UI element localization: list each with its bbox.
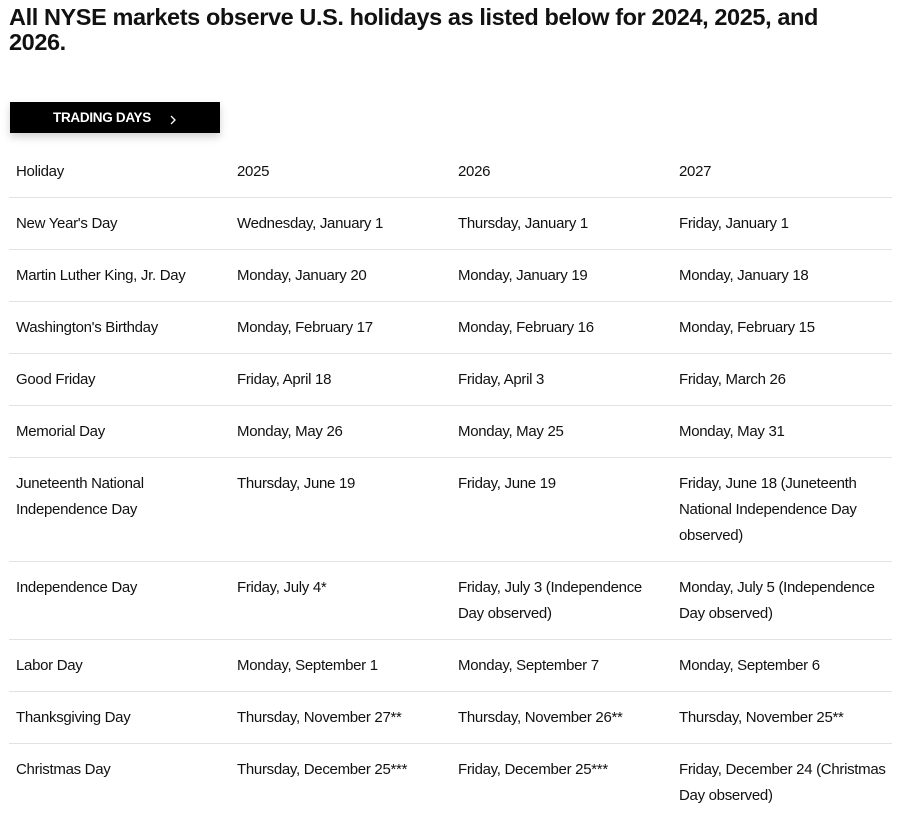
holiday-name: Memorial Day [9,406,230,458]
column-header-2027: 2027 [672,146,892,198]
holiday-name: Juneteenth National Independence Day [9,458,230,562]
date-2025: Thursday, June 19 [230,458,451,562]
table-row [9,562,892,640]
table-header-row [9,146,892,198]
date-2027: Monday, January 18 [672,250,892,302]
chevron-right-icon [169,113,177,123]
date-2025: Monday, September 1 [230,640,451,692]
holiday-table [9,146,892,821]
date-2027: Thursday, November 25** [672,692,892,744]
trading-days-button-label: TRADING DAYS [53,110,151,125]
date-2026: Friday, April 3 [451,354,672,406]
holiday-name: Christmas Day [9,744,230,821]
date-2025: Monday, January 20 [230,250,451,302]
date-2027: Monday, September 6 [672,640,892,692]
table-row [9,692,892,744]
date-2026: Friday, July 3 (Independence Day observed) [451,562,672,640]
date-2027: Friday, January 1 [672,198,892,250]
date-2026: Monday, January 19 [451,250,672,302]
holiday-name: Good Friday [9,354,230,406]
date-2027: Monday, May 31 [672,406,892,458]
date-2027: Friday, December 24 (Christmas Day observed) [672,744,892,821]
date-2025: Thursday, November 27** [230,692,451,744]
date-2025: Thursday, December 25*** [230,744,451,821]
date-2025: Monday, May 26 [230,406,451,458]
holiday-name: Martin Luther King, Jr. Day [9,250,230,302]
date-2026: Monday, September 7 [451,640,672,692]
column-header-2026: 2026 [451,146,672,198]
date-2026: Monday, May 25 [451,406,672,458]
page-title: All NYSE markets observe U.S. holidays as listed below for 2024, 2025, and 2026. [9,5,869,55]
date-2025: Wednesday, January 1 [230,198,451,250]
holiday-name: Washington's Birthday [9,302,230,354]
table-row [9,198,892,250]
holiday-name: New Year's Day [9,198,230,250]
table-row [9,302,892,354]
date-2026: Thursday, January 1 [451,198,672,250]
table-row [9,250,892,302]
date-2025: Monday, February 17 [230,302,451,354]
date-2027: Friday, March 26 [672,354,892,406]
holiday-name: Thanksgiving Day [9,692,230,744]
date-2026: Friday, December 25*** [451,744,672,821]
table-row [9,458,892,562]
table-row [9,744,892,821]
date-2027: Monday, July 5 (Independence Day observed) [672,562,892,640]
holiday-name: Labor Day [9,640,230,692]
column-header-holiday: Holiday [9,146,230,198]
table-row [9,406,892,458]
date-2025: Friday, July 4* [230,562,451,640]
table-row [9,354,892,406]
date-2026: Friday, June 19 [451,458,672,562]
date-2027: Monday, February 15 [672,302,892,354]
holiday-name: Independence Day [9,562,230,640]
date-2027: Friday, June 18 (Juneteenth National Independence Day observed) [672,458,892,562]
date-2026: Thursday, November 26** [451,692,672,744]
trading-days-button[interactable] [10,102,220,133]
column-header-2025: 2025 [230,146,451,198]
table-row [9,640,892,692]
date-2025: Friday, April 18 [230,354,451,406]
date-2026: Monday, February 16 [451,302,672,354]
